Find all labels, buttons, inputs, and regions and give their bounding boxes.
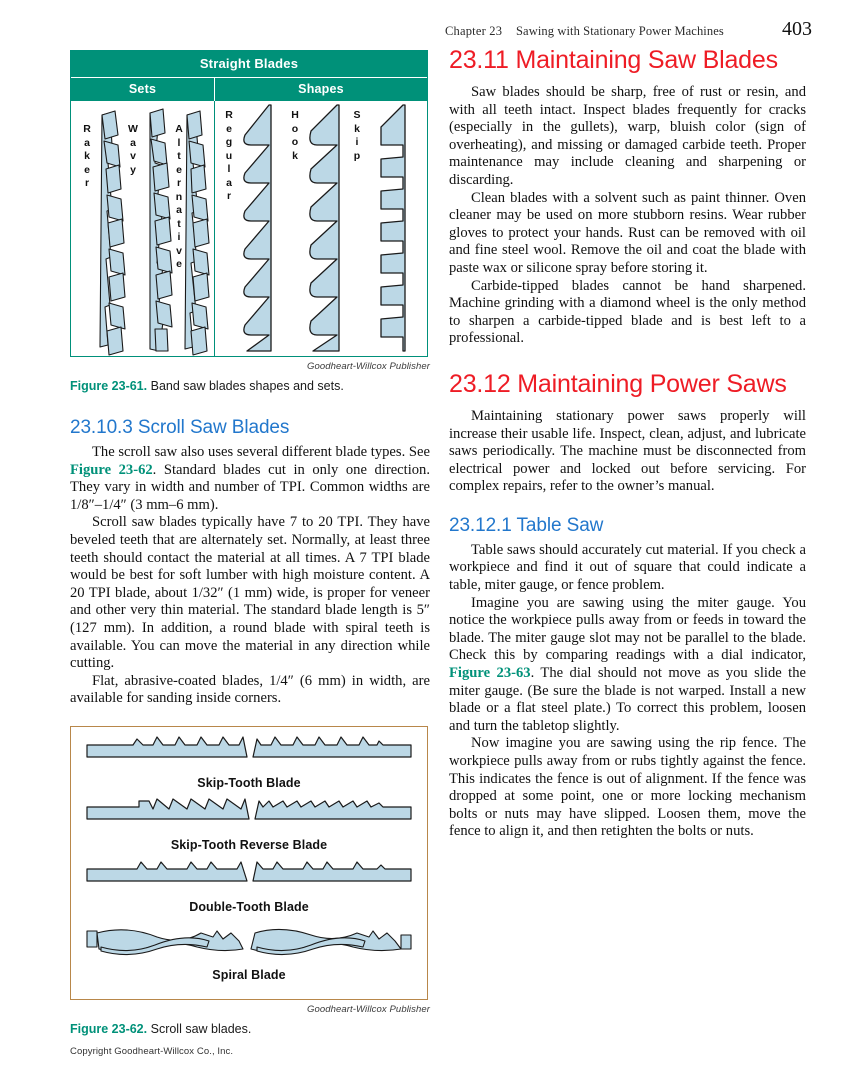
paragraph-table-saw-2 bbox=[449, 595, 806, 736]
set-label-raker: R a k e r bbox=[83, 123, 91, 189]
para-text: Imagine you are sawing using the miter gauge. You notice the workpiece pulls away from or feeds in toward the blade. The miter gauge slot may not be parallel to the blade. Check this by comparing readings with a dial indicator, bbox=[449, 594, 806, 664]
figure-23-61-number: Figure 23-61. bbox=[70, 379, 148, 393]
para-text: The scroll saw also uses several different blade types. See bbox=[92, 444, 430, 460]
table-body bbox=[71, 101, 427, 356]
page-number: 403 bbox=[782, 18, 812, 40]
figure-23-62-credit: Goodheart-Willcox Publisher bbox=[307, 1003, 430, 1015]
paragraph-table-saw-1: Table saws should accurately cut material. If you check a workpiece and find it out of square that could indicate a table, miter gauge, or fence problem. bbox=[449, 541, 806, 594]
paragraph-maintaining-saws-1: Maintaining stationary power saws properly will increase their usable life. Inspect, clean, adjust, and lubricate saws periodically. The machine must be disconnected from electrical power and locked out before servicing. For complex repairs, refer to the owner’s manual. bbox=[449, 407, 806, 495]
para-text: . Standard blades cut in only one direction. They vary in width and number of TPI. Common widths are 1/8″–1/4″ (3 mm–6 mm). bbox=[70, 461, 430, 513]
heading-23-12-1: 23.12.1 Table Saw bbox=[449, 514, 604, 536]
heading-23-11: 23.11 Maintaining Saw Blades bbox=[449, 46, 778, 74]
spiral-blade-graphic bbox=[81, 921, 417, 966]
figure-23-62-caption bbox=[70, 1022, 430, 1037]
shape-label-skip: S k i p bbox=[353, 109, 361, 162]
set-label-alternative: A l t e r n a t i v e bbox=[175, 123, 183, 270]
paragraph-maintaining-blades-3: Carbide-tipped blades cannot be hand sharpened. Machine grinding with a diamond wheel is the only method to sharpen a carbide-tipped blade and is best left to a professional. bbox=[449, 277, 806, 347]
table-column-shapes: Shapes bbox=[298, 82, 344, 96]
table-title: Straight Blades bbox=[71, 51, 427, 77]
blade-label-skip-tooth-reverse: Skip-Tooth Reverse Blade bbox=[170, 837, 328, 852]
figure-23-61-credit: Goodheart-Willcox Publisher bbox=[307, 361, 430, 372]
band-saw-shape-diagrams bbox=[215, 101, 427, 356]
running-head bbox=[0, 18, 849, 44]
paragraph-scroll-saw-1 bbox=[70, 444, 430, 514]
blade-label-spiral: Spiral Blade bbox=[212, 967, 286, 982]
figure-23-61-caption-text: Band saw blades shapes and sets. bbox=[150, 379, 344, 393]
set-label-wavy: W a v y bbox=[128, 123, 138, 176]
skip-tooth-blade-graphic bbox=[81, 735, 417, 774]
paragraph-maintaining-blades-1: Saw blades should be sharp, free of rust or resin, and with all teeth intact. Inspect blades frequently for cracks (especially in the gullets), warp, bluish color (sign of overheating), and missing or damaged carbide teeth. Proper maintenance may include cleaning and sharpening or discarding. bbox=[449, 84, 806, 188]
figure-reference-23-62[interactable]: Figure 23-62 bbox=[70, 461, 153, 478]
paragraph-table-saw-3: Now imagine you are sawing using the rip fence. The workpiece pulls away from or rubs tightly against the fence. This indicates the fence is out of alignment. If the fence was dropped at some point, one or more locking mechanism bolts or nuts may have slipped. Loosen them, move the fence to align it, and then retighten the bolts or nuts. bbox=[449, 735, 806, 840]
right-column bbox=[449, 46, 806, 841]
band-saw-set-diagrams bbox=[71, 101, 214, 356]
paragraph-scroll-saw-3: Flat, abrasive-coated blades, 1/4″ (6 mm) in width, are available for sanding inside corners. bbox=[70, 672, 430, 707]
running-head-chapter: Chapter 23 bbox=[445, 24, 503, 38]
heading-23-12: 23.12 Maintaining Power Saws bbox=[449, 369, 787, 398]
left-column bbox=[70, 50, 430, 1037]
figure-23-61-caption bbox=[70, 379, 430, 394]
blade-label-skip-tooth: Skip-Tooth Blade bbox=[197, 775, 301, 790]
para-text: . The dial should not move as you slide the miter gauge. (Be sure the blade is not warped. Install a new blade or a flat steel plate.) To correct this problem, loosen and turn the tabletop slightly. bbox=[449, 665, 806, 734]
skip-tooth-reverse-blade-graphic bbox=[81, 797, 417, 836]
sets-cell bbox=[71, 101, 215, 356]
figure-reference-23-63[interactable]: Figure 23-63 bbox=[449, 665, 531, 682]
shape-label-hook: H o o k bbox=[291, 109, 299, 162]
blade-label-double-tooth: Double-Tooth Blade bbox=[189, 899, 309, 914]
figure-23-62-caption-text: Scroll saw blades. bbox=[150, 1021, 252, 1036]
table-column-sets: Sets bbox=[71, 78, 215, 101]
running-head-title: Sawing with Stationary Power Machines bbox=[516, 24, 724, 38]
shape-label-regular: R e g u l a r bbox=[225, 109, 233, 202]
shapes-cell bbox=[215, 101, 427, 356]
double-tooth-blade-graphic bbox=[81, 859, 417, 898]
figure-23-62-box bbox=[70, 726, 428, 1000]
paragraph-maintaining-blades-2: Clean blades with a solvent such as paint thinner. Oven cleaner may be used on more stubborn resins. Wear rubber gloves to protect your hands. Rust can be removed with oil and fine steel wool. Remove the oil and coat the blade with paste wax or silicone spray before storing it. bbox=[449, 189, 806, 276]
copyright-notice: Copyright Goodheart-Willcox Co., Inc. bbox=[70, 1046, 234, 1057]
table-header-row bbox=[71, 77, 427, 101]
figure-23-62-number: Figure 23-62. bbox=[70, 1021, 148, 1036]
heading-23-10-3: 23.10.3 Scroll Saw Blades bbox=[70, 417, 290, 438]
paragraph-scroll-saw-2: Scroll saw blades typically have 7 to 20 TPI. They have beveled teeth that are alternately set. Normally, at least three teeth should contact the material at all times. A 7 TPI blade would be best for soft lumber with high moisture content. A 20 TPI blade, about 1/32″ (1 mm) wide, is proper for veneer and other very thin material. The standard blade length is 5″ (127 mm). In addition, a round blade with spiral teeth is available. You can move the material in any direction while cutting. bbox=[70, 514, 430, 672]
figure-23-61-table bbox=[70, 50, 428, 357]
